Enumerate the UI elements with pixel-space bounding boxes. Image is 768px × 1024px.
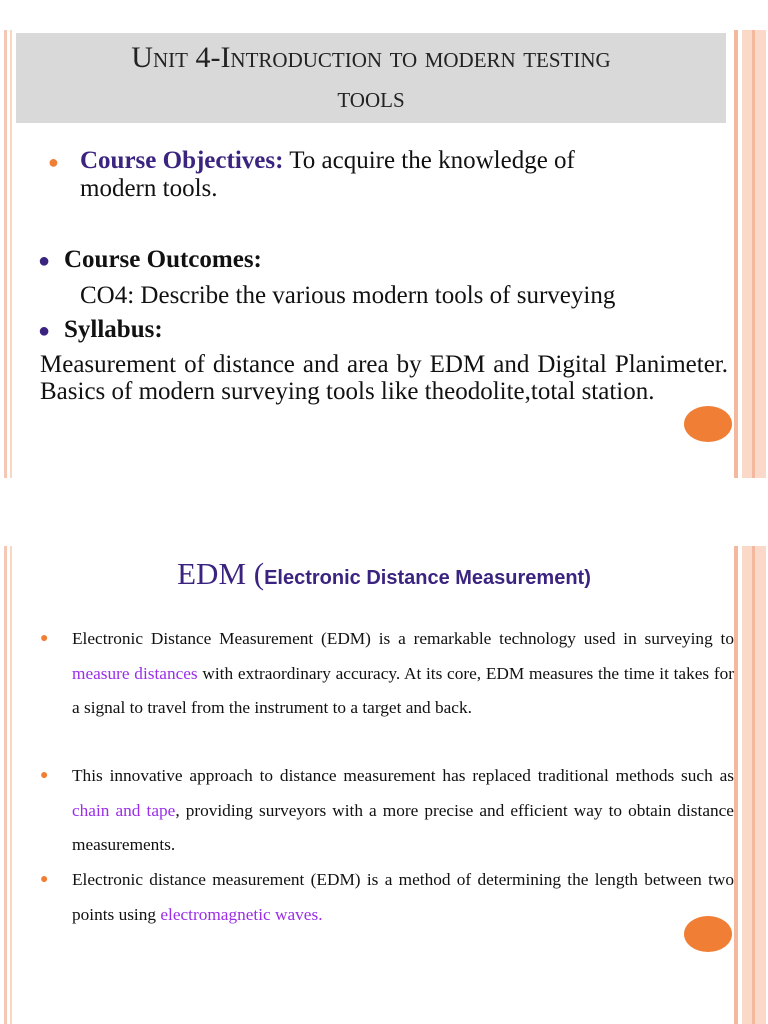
slide-title: Unit 4-Introduction to modern testing tools [131, 41, 611, 114]
right-stripe-inner [752, 30, 755, 478]
outcomes-text: CO4: Describe the various modern tools of surveying [80, 282, 616, 309]
syllabus-label: Syllabus: [64, 316, 163, 343]
bullet-icon: ● [40, 768, 49, 783]
bullet-icon: ● [38, 250, 51, 272]
syllabus-text: Measurement of distance and area by EDM and Digital Planimeter. Basics of modern surveying tools like theodolite,total station. [40, 351, 728, 405]
link-electromagnetic-waves[interactable]: electromagnetic waves. [160, 904, 323, 924]
slide-title: EDM (Electronic Distance Measurement) [177, 556, 591, 591]
paragraph-1: Electronic Distance Measurement (EDM) is a remarkable technology used in surveying to measure distances with extraordinary accuracy. At its core, EDM measures the time it takes for a signal to travel from the instrument to a target and back. [72, 629, 734, 718]
left-stripe-inner [10, 30, 12, 478]
orange-circle-decoration [684, 406, 732, 442]
outcomes-label: Course Outcomes: [64, 246, 262, 273]
right-stripe [734, 546, 738, 1024]
bullet-icon: ● [40, 872, 49, 887]
left-stripe [4, 30, 7, 478]
paragraph-3: Electronic distance measurement (EDM) is a method of determining the length between two points using electromagnetic waves. [72, 870, 734, 924]
bullet-icon: ● [38, 320, 51, 342]
link-chain-and-tape[interactable]: chain and tape [72, 800, 176, 820]
objectives-paragraph: Course Objectives: To acquire the knowledge of modern tools. [80, 147, 575, 202]
left-stripe [4, 546, 7, 1024]
slide-2 [0, 546, 768, 1024]
bullet-icon: ● [40, 631, 49, 646]
bullet-icon: ● [48, 152, 59, 172]
right-stripe-inner [752, 546, 755, 1024]
link-measure-distances[interactable]: measure distances [72, 663, 198, 683]
paragraph-2: This innovative approach to distance measurement has replaced traditional methods such as chain and tape, providing surveyors with a more precise and efficient way to obtain distance measurements. [72, 766, 734, 855]
left-stripe-inner [10, 546, 12, 1024]
slide-1 [0, 0, 768, 478]
slide-gap [0, 478, 768, 546]
right-stripe [734, 30, 738, 478]
orange-circle-decoration [684, 916, 732, 952]
